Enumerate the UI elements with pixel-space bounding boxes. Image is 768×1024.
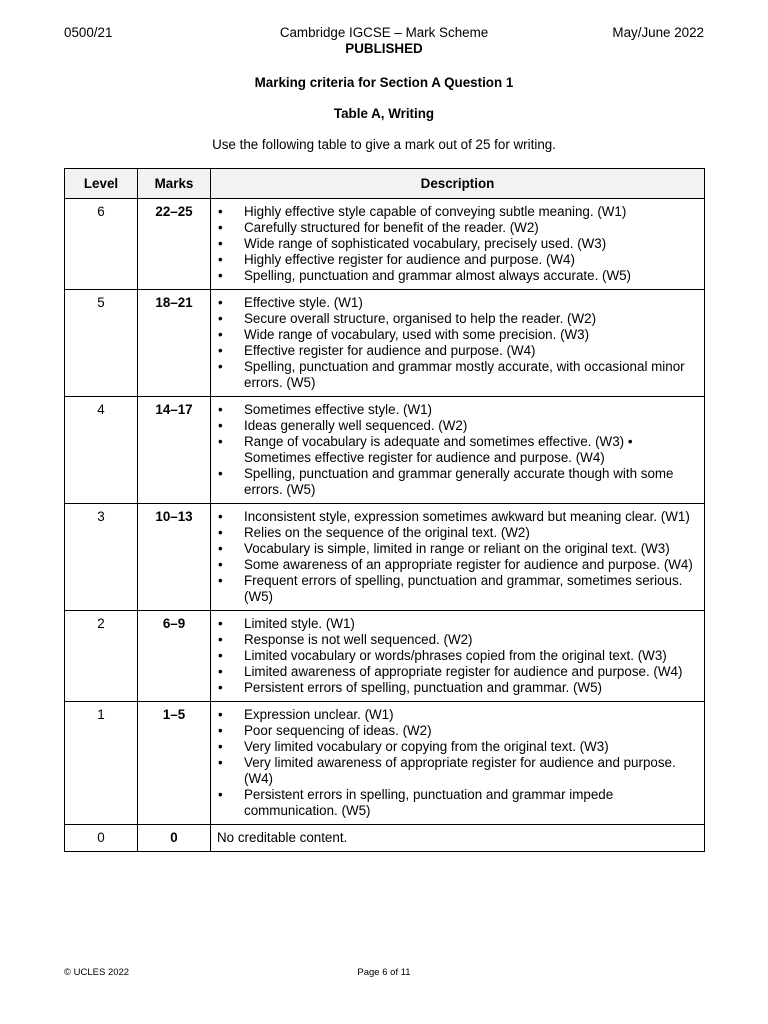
criterion-item: • Response is not well sequenced. (W2)	[217, 632, 698, 648]
criterion-item: • Highly effective style capable of conveying subtle meaning. (W1)	[217, 204, 698, 220]
criterion-item: • Spelling, punctuation and grammar generally accurate though with some errors. (W5)	[217, 466, 698, 498]
column-header-description: Description	[211, 169, 705, 199]
criterion-item: • Sometimes effective style. (W1)	[217, 402, 698, 418]
criterion-item: • Persistent errors of spelling, punctuation and grammar. (W5)	[217, 680, 698, 696]
criterion-item: • Wide range of sophisticated vocabulary, precisely used. (W3)	[217, 236, 698, 252]
marks-cell: 10–13	[138, 504, 211, 611]
level-cell: 4	[65, 397, 138, 504]
criterion-item: • Range of vocabulary is adequate and sometimes effective. (W3) • Sometimes effective register for audience and purpose. (W4)	[217, 434, 698, 466]
no-credit-text: No creditable content.	[217, 830, 348, 845]
description-cell	[211, 504, 705, 611]
description-cell	[211, 825, 705, 852]
published-label: PUBLISHED	[345, 41, 423, 56]
scheme-title: Cambridge IGCSE – Mark Scheme	[279, 25, 489, 40]
criterion-item: • Secure overall structure, organised to help the reader. (W2)	[217, 311, 698, 327]
criterion-item: • Limited awareness of appropriate register for audience and purpose. (W4)	[217, 664, 698, 680]
criterion-item: • Spelling, punctuation and grammar almost always accurate. (W5)	[217, 268, 698, 284]
criterion-item: • Some awareness of an appropriate register for audience and purpose. (W4)	[217, 557, 698, 573]
exam-session: May/June 2022	[612, 25, 704, 40]
description-cell	[211, 397, 705, 504]
criterion-item: • Limited style. (W1)	[217, 616, 698, 632]
description-cell	[211, 702, 705, 825]
page-number: Page 6 of 11	[357, 967, 411, 978]
criterion-item: • Effective register for audience and purpose. (W4)	[217, 343, 698, 359]
table-header-row	[65, 169, 705, 199]
level-cell: 0	[65, 825, 138, 852]
table-row	[65, 199, 705, 290]
level-cell: 6	[65, 199, 138, 290]
criterion-item: • Very limited awareness of appropriate register for audience and purpose. (W4)	[217, 755, 698, 787]
description-cell	[211, 199, 705, 290]
column-header-level: Level	[65, 169, 138, 199]
marks-cell: 0	[138, 825, 211, 852]
level-cell: 5	[65, 290, 138, 397]
writing-criteria-table	[64, 168, 705, 852]
criterion-item: • Very limited vocabulary or copying from the original text. (W3)	[217, 739, 698, 755]
table-row	[65, 504, 705, 611]
column-header-marks: Marks	[138, 169, 211, 199]
marks-cell: 1–5	[138, 702, 211, 825]
level-cell: 3	[65, 504, 138, 611]
criterion-item: • Limited vocabulary or words/phrases copied from the original text. (W3)	[217, 648, 698, 664]
criterion-item: • Inconsistent style, expression sometimes awkward but meaning clear. (W1)	[217, 509, 698, 525]
criterion-item: • Persistent errors in spelling, punctuation and grammar impede communication. (W5)	[217, 787, 698, 819]
description-cell	[211, 290, 705, 397]
marks-cell: 18–21	[138, 290, 211, 397]
table-row	[65, 290, 705, 397]
criterion-item: • Carefully structured for benefit of the reader. (W2)	[217, 220, 698, 236]
copyright-notice: © UCLES 2022	[64, 967, 130, 978]
criterion-item: • Ideas generally well sequenced. (W2)	[217, 418, 698, 434]
criterion-item: • Poor sequencing of ideas. (W2)	[217, 723, 698, 739]
level-cell: 1	[65, 702, 138, 825]
criterion-item: • Frequent errors of spelling, punctuation and grammar, sometimes serious. (W5)	[217, 573, 698, 605]
table-title: Table A, Writing	[333, 106, 435, 121]
criteria-heading: Marking criteria for Section A Question 1	[254, 75, 514, 90]
paper-code: 0500/21	[64, 25, 113, 40]
level-cell: 2	[65, 611, 138, 702]
table-row	[65, 611, 705, 702]
criterion-item: • Expression unclear. (W1)	[217, 707, 698, 723]
marks-cell: 6–9	[138, 611, 211, 702]
criterion-item: • Relies on the sequence of the original text. (W2)	[217, 525, 698, 541]
table-row	[65, 397, 705, 504]
table-row	[65, 825, 705, 852]
marks-cell: 22–25	[138, 199, 211, 290]
table-row	[65, 702, 705, 825]
criterion-item: • Vocabulary is simple, limited in range or reliant on the original text. (W3)	[217, 541, 698, 557]
criterion-item: • Effective style. (W1)	[217, 295, 698, 311]
criterion-item: • Wide range of vocabulary, used with some precision. (W3)	[217, 327, 698, 343]
instruction-text: Use the following table to give a mark out of 25 for writing.	[212, 137, 556, 152]
criterion-item: • Highly effective register for audience and purpose. (W4)	[217, 252, 698, 268]
description-cell	[211, 611, 705, 702]
criterion-item: • Spelling, punctuation and grammar mostly accurate, with occasional minor errors. (W5)	[217, 359, 698, 391]
marks-cell: 14–17	[138, 397, 211, 504]
